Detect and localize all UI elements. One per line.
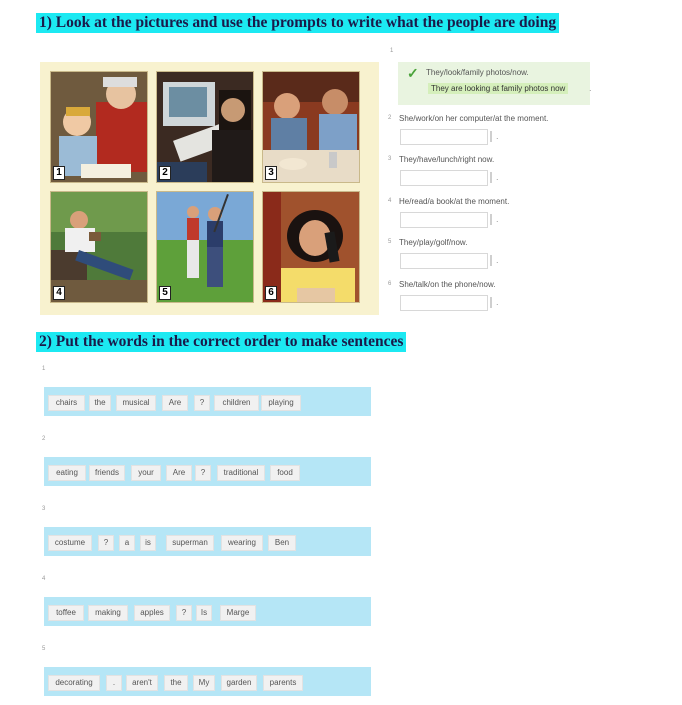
answer-text-correct[interactable]: They are looking at family photos now — [428, 83, 568, 94]
exercise1-title: 1) Look at the pictures and use the prompts to write what the people are doing — [36, 13, 559, 33]
word-order-row — [44, 667, 371, 696]
word-chip[interactable]: musical — [116, 395, 156, 411]
word-chip[interactable]: garden — [221, 675, 257, 691]
word-chip[interactable]: ? — [98, 535, 114, 551]
question-prompt: They/look/family photos/now. — [426, 68, 529, 77]
answer-full-stop: . — [496, 297, 499, 307]
word-chip[interactable]: making — [88, 605, 128, 621]
word-chip[interactable]: the — [164, 675, 188, 691]
sentence-number: 5 — [42, 646, 46, 652]
question-prompt: He/read/a book/at the moment. — [399, 197, 510, 206]
word-chip[interactable]: ? — [194, 395, 210, 411]
photo-family-album — [50, 71, 148, 183]
word-chip[interactable]: costume — [48, 535, 92, 551]
check-icon: ✓ — [407, 65, 419, 81]
word-order-row — [44, 457, 371, 486]
photo-panel — [40, 62, 379, 315]
input-cursor-marker — [490, 297, 492, 308]
photo-number: 6 — [265, 286, 277, 300]
word-order-row — [44, 597, 371, 626]
word-chip[interactable]: the — [89, 395, 111, 411]
answer-input[interactable] — [400, 129, 488, 145]
photo-number: 4 — [53, 286, 65, 300]
answer-input[interactable] — [400, 170, 488, 186]
answer-item-correct — [398, 62, 590, 105]
word-chip[interactable]: food — [270, 465, 300, 481]
photo-number: 1 — [53, 166, 65, 180]
input-cursor-marker — [490, 255, 492, 266]
question-number: 3 — [388, 156, 392, 162]
photo-number: 2 — [159, 166, 171, 180]
word-chip[interactable]: wearing — [221, 535, 263, 551]
answer-full-stop: . — [589, 83, 592, 93]
sentence-number: 2 — [42, 436, 46, 442]
question-prompt: They/play/golf/now. — [399, 238, 468, 247]
question-number: 4 — [388, 198, 392, 204]
sentence-number: 4 — [42, 576, 46, 582]
word-chip[interactable]: Marge — [220, 605, 256, 621]
photo-lunch — [262, 71, 360, 183]
word-chip[interactable]: children — [214, 395, 259, 411]
word-chip[interactable]: a — [119, 535, 135, 551]
input-cursor-marker — [490, 131, 492, 142]
question-number: 6 — [388, 281, 392, 287]
word-chip[interactable]: decorating — [48, 675, 100, 691]
answer-full-stop: . — [496, 131, 499, 141]
word-order-row — [44, 527, 371, 556]
word-chip[interactable]: superman — [166, 535, 214, 551]
word-chip[interactable]: traditional — [217, 465, 265, 481]
answer-full-stop: . — [496, 172, 499, 182]
input-cursor-marker — [490, 214, 492, 225]
answer-full-stop: . — [496, 255, 499, 265]
question-prompt: They/have/lunch/right now. — [399, 155, 495, 164]
word-chip[interactable]: . — [106, 675, 122, 691]
question-number: 1 — [390, 48, 394, 54]
photo-reading — [50, 191, 148, 303]
word-chip[interactable]: My — [193, 675, 215, 691]
answer-input[interactable] — [400, 295, 488, 311]
word-chip[interactable]: apples — [134, 605, 170, 621]
word-chip[interactable]: eating — [48, 465, 86, 481]
photo-golf — [156, 191, 254, 303]
word-chip[interactable]: ? — [176, 605, 192, 621]
question-prompt: She/work/on her computer/at the moment. — [399, 114, 549, 123]
word-chip[interactable]: aren't — [126, 675, 158, 691]
question-number: 5 — [388, 239, 392, 245]
photo-phone — [262, 191, 360, 303]
word-chip[interactable]: is — [140, 535, 156, 551]
answer-input[interactable] — [400, 253, 488, 269]
word-chip[interactable]: toffee — [48, 605, 84, 621]
word-chip[interactable]: parents — [263, 675, 303, 691]
word-chip[interactable]: Ben — [268, 535, 296, 551]
word-chip[interactable]: Are — [166, 465, 192, 481]
photo-number: 3 — [265, 166, 277, 180]
photo-number: 5 — [159, 286, 171, 300]
word-chip[interactable]: your — [131, 465, 161, 481]
word-order-row — [44, 387, 371, 416]
word-chip[interactable]: Is — [196, 605, 212, 621]
sentence-number: 3 — [42, 506, 46, 512]
word-chip[interactable]: friends — [89, 465, 125, 481]
word-chip[interactable]: chairs — [48, 395, 85, 411]
word-chip[interactable]: Are — [162, 395, 188, 411]
sentence-number: 1 — [42, 366, 46, 372]
answer-full-stop: . — [496, 214, 499, 224]
word-chip[interactable]: playing — [261, 395, 301, 411]
question-prompt: She/talk/on the phone/now. — [399, 280, 496, 289]
exercise2-title: 2) Put the words in the correct order to make sentences — [36, 332, 406, 352]
answer-input[interactable] — [400, 212, 488, 228]
photo-computer — [156, 71, 254, 183]
question-number: 2 — [388, 115, 392, 121]
input-cursor-marker — [490, 172, 492, 183]
word-chip[interactable]: ? — [195, 465, 211, 481]
